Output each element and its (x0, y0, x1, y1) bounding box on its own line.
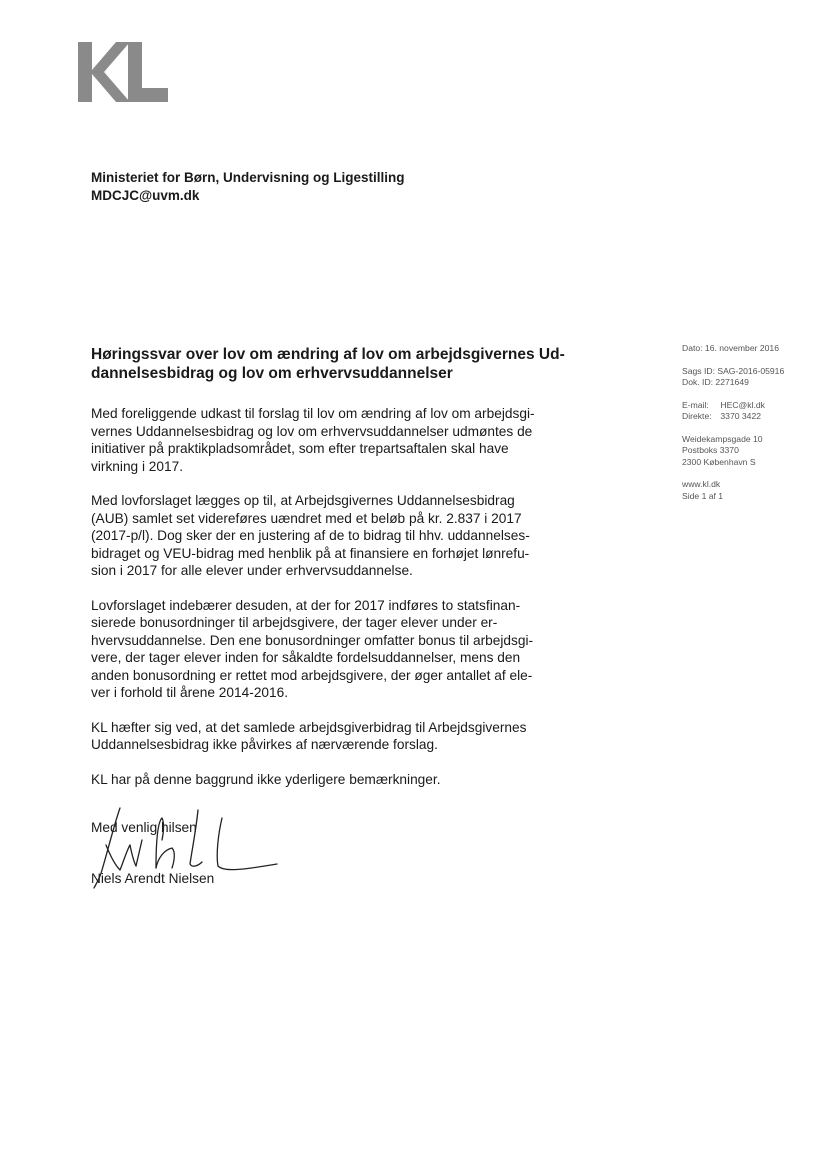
closing-salutation: Med venlig hilsen (91, 820, 197, 835)
paragraph-line: Lovforslaget indebærer desuden, at der for 2017 indføres to statsfinan- (91, 597, 521, 613)
email-row (682, 400, 812, 412)
paragraph-line: vere, der tager elever inden for såkaldte fordelsuddannelser, mens den (91, 650, 521, 665)
signer-name: Niels Arendt Nielsen (91, 871, 215, 886)
paragraph-line: (AUB) samlet set videreføres uændret med et beløb på kr. 2.837 i 2017 (91, 510, 522, 526)
website-link[interactable]: www.kl.dk (682, 479, 721, 489)
date-group (682, 343, 812, 355)
address-line: Postboks 3370 (682, 445, 739, 455)
direkte-value: 3370 3422 (720, 411, 762, 421)
paragraph (91, 492, 571, 580)
paragraph-line: Uddannelsesbidrag ikke påvirkes af nærværende forslag. (91, 737, 438, 752)
paragraph (91, 597, 571, 702)
paragraph (91, 719, 571, 754)
paragraph-line: anden bonusordning er rettet mod arbejdsgivere, der øger antallet af ele- (91, 667, 533, 683)
id-group (682, 366, 812, 389)
paragraph-line: initiativer på praktikpladsområdet, som efter trepartsaftalen skal have (91, 441, 509, 456)
web-group (682, 479, 812, 502)
date: Dato: 16. november 2016 (682, 343, 779, 353)
recipient-block (91, 169, 405, 205)
title-line: dannelsesbidrag og lov om erhvervsuddannelser (91, 365, 453, 382)
direkte-row (682, 411, 812, 423)
recipient-email: MDCJC@uvm.dk (91, 188, 200, 203)
address-line: 2300 København S (682, 456, 756, 467)
paragraph-line: virkning i 2017. (91, 458, 184, 474)
paragraph (91, 405, 571, 475)
contact-group (682, 400, 812, 423)
paragraph-line: KL har på denne baggrund ikke yderligere bemærkninger. (91, 771, 441, 787)
paragraph-line: bidraget og VEU-bidrag med henblik på at finansiere en forhøjet lønrefu- (91, 545, 530, 561)
paragraph (91, 771, 571, 789)
email-value[interactable]: HEC@kl.dk (720, 399, 765, 410)
paragraph-line: (2017-p/l). Dog sker der en justering af de to bidrag til hhv. uddannelses- (91, 528, 530, 543)
paragraph-line: hvervsuddannelse. Den ene bonusordninger omfatter bonus til arbejdsgi- (91, 632, 534, 648)
letter-body (91, 405, 571, 805)
metadata-sidebar (682, 343, 812, 513)
direkte-label: Direkte: (682, 411, 712, 421)
email-label: E-mail: (682, 399, 709, 410)
paragraph-line: vernes Uddannelsesbidrag og lov om erhvervsuddannelser udmøntes de (91, 423, 533, 439)
dok-id: Dok. ID: 2271649 (682, 377, 749, 387)
paragraph-line: ver i forhold til årene 2014-2016. (91, 685, 289, 700)
sags-id: Sags ID: SAG-2016-05916 (682, 365, 785, 376)
letter-title (91, 345, 571, 383)
address-group (682, 434, 812, 469)
address-line: Weidekampsgade 10 (682, 433, 763, 444)
title-line: Høringssvar over lov om ændring af lov om arbejdsgivernes Ud- (91, 346, 565, 363)
kl-logo (78, 40, 168, 104)
paragraph-line: sierede bonusordninger til arbejdsgivere, der tager elever under er- (91, 615, 498, 630)
paragraph-line: sion i 2017 for alle elever under erhvervsuddannelse. (91, 563, 413, 578)
recipient-name: Ministeriet for Børn, Undervisning og Ligestilling (91, 170, 405, 185)
paragraph-line: KL hæfter sig ved, at det samlede arbejdsgiverbidrag til Arbejdsgivernes (91, 719, 527, 735)
paragraph-line: Med lovforslaget lægges op til, at Arbejdsgivernes Uddannelsesbidrag (91, 493, 515, 508)
paragraph-line: Med foreliggende udkast til forslag til lov om ændring af lov om arbejdsgi- (91, 406, 535, 421)
page-number: Side 1 af 1 (682, 490, 724, 501)
